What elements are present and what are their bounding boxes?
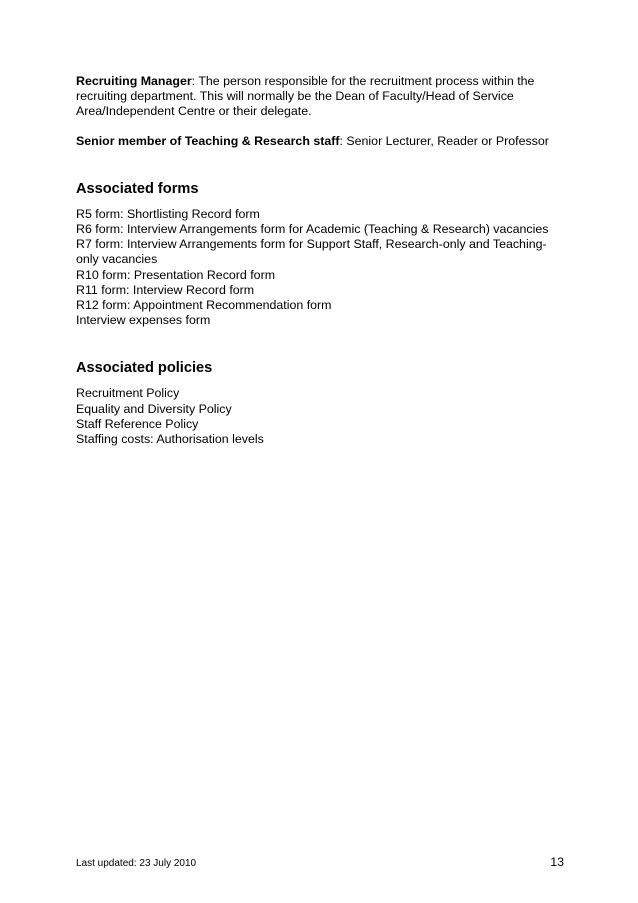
definition-term: Recruiting Manager: [76, 74, 192, 88]
list-item: R11 form: Interview Record form: [76, 282, 255, 297]
list-item: Recruitment Policy: [76, 386, 180, 401]
page-footer: [76, 855, 564, 869]
list-item: Staff Reference Policy: [76, 416, 199, 431]
definition-text: : Senior Lecturer, Reader or Professor: [339, 133, 549, 148]
list-item: Staffing costs: Authorisation levels: [76, 432, 264, 447]
list-item: R6 form: Interview Arrangements form for Academic (Teaching & Research) vacancies: [76, 222, 549, 237]
list-item: R7 form: Interview Arrangements form for Support Staff, Research-only and Teaching-only vacancies: [76, 237, 547, 267]
associated-policies-section: [76, 359, 566, 447]
page-number: 13: [550, 855, 564, 869]
associated-forms-heading: Associated forms: [76, 180, 199, 197]
definition-recruiting-manager: [76, 74, 566, 120]
associated-forms-section: [76, 180, 566, 329]
associated-forms-list: [76, 207, 566, 329]
associated-policies-heading: Associated policies: [76, 360, 213, 377]
definition-senior-member: [76, 134, 566, 149]
list-item: R10 form: Presentation Record form: [76, 267, 276, 282]
list-item: R5 form: Shortlisting Record form: [76, 206, 260, 221]
list-item: Interview expenses form: [76, 313, 211, 328]
list-item: Equality and Diversity Policy: [76, 401, 232, 416]
document-page: [76, 74, 566, 447]
last-updated: Last updated: 23 July 2010: [76, 858, 197, 869]
definition-term: Senior member of Teaching & Research staff: [76, 133, 340, 148]
definition-text: : The person responsible for the recruitment process within the recruiting department. This will normally be the Dean of Faculty/Head of Service Area/Independent Centre or their delegate.: [76, 74, 535, 119]
list-item: R12 form: Appointment Recommendation form: [76, 298, 332, 313]
associated-policies-list: [76, 386, 566, 447]
